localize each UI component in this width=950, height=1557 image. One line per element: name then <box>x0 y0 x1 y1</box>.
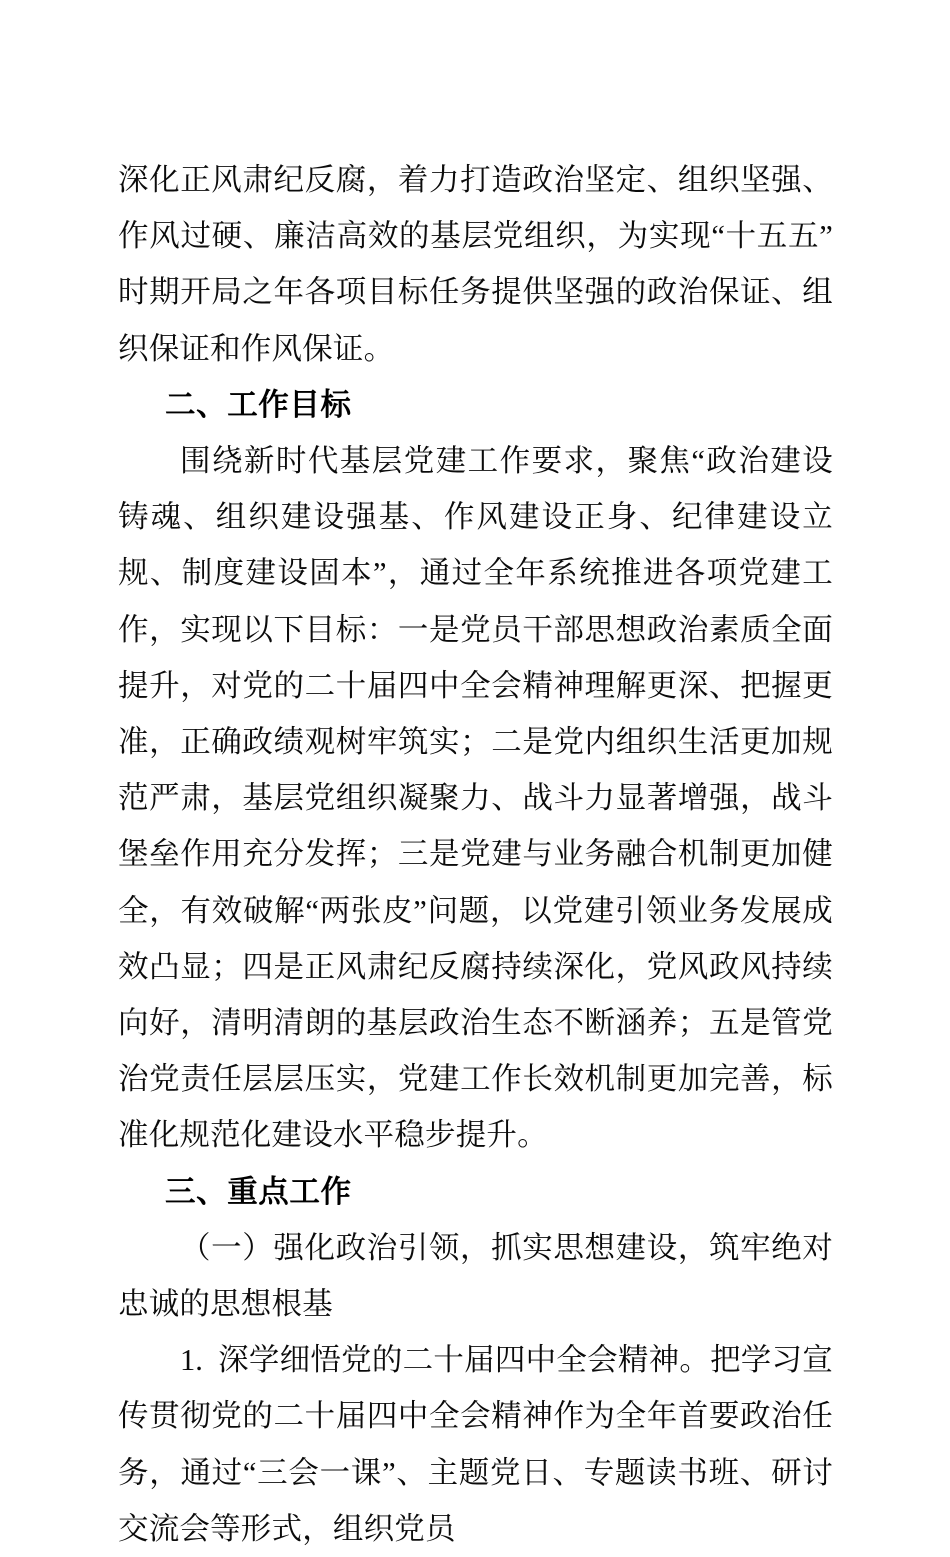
numbered-item-1 <box>118 1332 833 1557</box>
paragraph-continuation: 深化正风肃纪反腐，着力打造政治坚定、组织坚强、作风过硬、廉洁高效的基层党组织，为实现“十五五”时期开局之年各项目标任务提供坚强的政治保证、组织保证和作风保证。 <box>118 163 833 366</box>
subheading-political-leadership: （一）强化政治引领，抓实思想建设，筑牢绝对忠诚的思想根基 <box>118 1230 833 1322</box>
numbered-item-1-number: 1. <box>180 1343 219 1378</box>
paragraph-work-goals: 围绕新时代基层党建工作要求，聚焦“政治建设铸魂、组织建设强基、作风建设正身、纪律建设立规、制度建设固本”，通过全年系统推进各项党建工作，实现以下目标：一是党员干部思想政治素质全面提升，对党的二十届四中全会精神理解更深、把握更准，正确政绩观树牢筑实；二是党内组织生活更加规范严肃，基层党组织凝聚力、战斗力显著增强，战斗堡垒作用充分发挥；三是党建与业务融合机制更加健全，有效破解“两张皮”问题，以党建引领业务发展成效凸显；四是正风肃纪反腐持续深化，党风政风持续向好，清明清朗的基层政治生态不断涵养；五是管党治党责任层层压实，党建工作长效机制更加完善，标准化规范化建设水平稳步提升。 <box>118 444 833 1153</box>
numbered-item-1-text: 深学细悟党的二十届四中全会精神。把学习宣传贯彻党的二十届四中全会精神作为全年首要政治任务，通过“三会一课”、主题党日、专题读书班、研讨交流会等形式，组织党员 <box>118 1343 833 1546</box>
document-body <box>118 152 833 1557</box>
section-heading-work-goals: 二、工作目标 <box>165 387 352 422</box>
section-heading-key-work: 三、重点工作 <box>165 1174 352 1209</box>
